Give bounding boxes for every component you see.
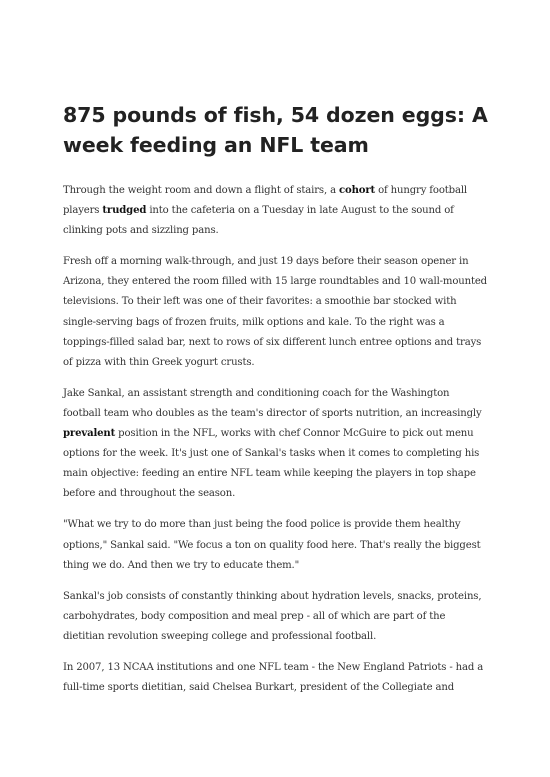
paragraph-1-text-e: into the cafeteria on a Tuesday in late August to the sound of clinking pots and sizzling pans. (63, 205, 454, 237)
paragraph-1 (63, 181, 488, 241)
paragraph-3-text-a: Jake Sankal, an assistant strength and conditioning coach for the Washington football team who doubles as the team's director of sports nutrition, an increasingly (63, 387, 482, 419)
highlight-word-trudged: trudged (102, 205, 147, 217)
highlight-word-prevalent: prevalent (63, 428, 116, 440)
paragraph-1-text-c: of hungry football players (63, 185, 467, 217)
paragraph-1-text-a: Through the weight room and down a flight of stairs, a (63, 185, 339, 196)
paragraph-4: "What we try to do more than just being the food police is provide them healthy options," Sankal said. "We focus a ton on quality food here. That's really the biggest thing we do. And then we try to educate them." (63, 519, 481, 571)
article-title: 875 pounds of fish, 54 dozen eggs: A week feeding an NFL team (63, 103, 488, 157)
article-body (63, 100, 488, 698)
paragraph-2: Fresh off a morning walk-through, and just 19 days before their season opener in Arizona, they entered the room filled with 15 large roundtables and 10 wall-mounted televisions. To their left was one of their favorites: a smoothie bar stocked with single-serving bags of frozen fruits, milk options and kale. To the right was a toppings-filled salad bar, next to rows of six different lunch entree options and trays of pizza with thin Greek yogurt crusts. (63, 256, 487, 368)
paragraph-5: Sankal's job consists of constantly thinking about hydration levels, snacks, proteins, carbohydrates, body composition and meal prep - all of which are part of the dietitian revolution sweeping college and professional football. (63, 590, 482, 642)
paragraph-3 (63, 384, 488, 505)
paragraph-3-text-c: position in the NFL, works with chef Connor McGuire to pick out menu options for the week. It's just one of Sankal's tasks when it comes to completing his main objective: feeding an entire NFL team while keeping the players in top shape before and throughout the season. (63, 428, 480, 500)
paragraph-6: In 2007, 13 NCAA institutions and one NFL team - the New England Patriots - had a full-time sports dietitian, said Chelsea Burkart, president of the Collegiate and (63, 661, 484, 694)
highlight-word-cohort: cohort (339, 185, 376, 196)
